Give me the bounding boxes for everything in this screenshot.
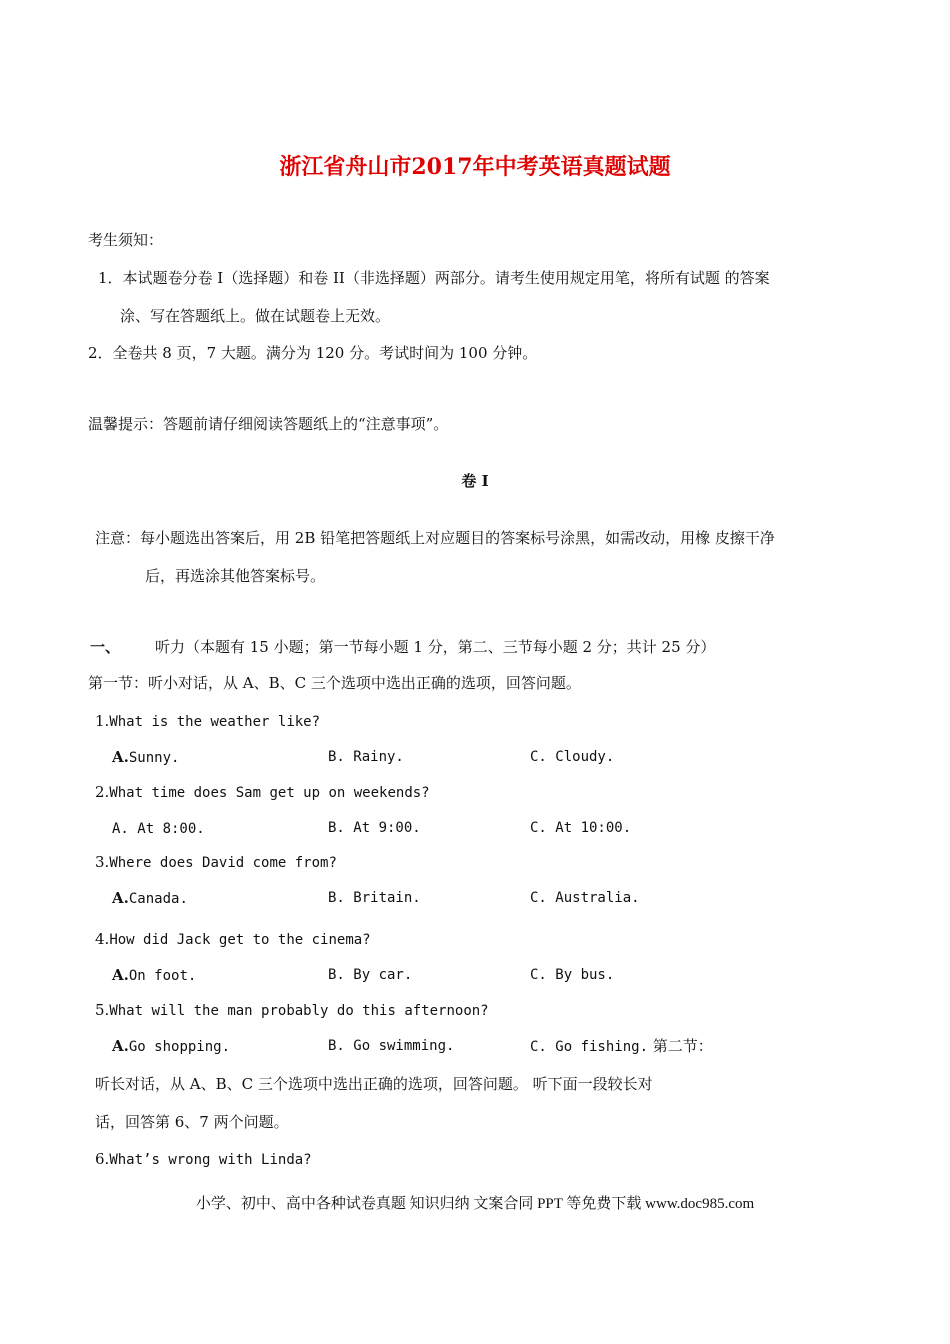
option-c: C. Australia.: [530, 890, 640, 906]
option-b: B. By car.: [328, 967, 413, 983]
option-a: A. At 8:00.: [112, 821, 205, 837]
part1-instruction: 第一节：听小对话，从 A、B、C 三个选项中选出正确的选项，回答问题。: [88, 674, 581, 692]
option-c: C. Cloudy.: [530, 749, 615, 765]
notice-item-2: 2．全卷共 8 页，7 大题。满分为 120 分。考试时间为 100 分钟。: [88, 344, 538, 362]
question-number: 2.: [95, 783, 110, 801]
option-c: C. At 10:00.: [530, 820, 632, 836]
question-3: [95, 852, 337, 873]
question-number: 5.: [95, 1001, 110, 1019]
question-number: 6.: [95, 1150, 110, 1168]
option-b: B. Britain.: [328, 890, 421, 906]
notice-item-1: 1．本试题卷分卷 I（选择题）和卷 II（非选择题）两部分。请考生使用规定用笔，将所有试题 的答案: [98, 269, 770, 287]
question-2: [95, 782, 430, 803]
option-a: A.On foot.: [112, 966, 197, 984]
notice-heading: 考生须知：: [88, 231, 164, 249]
question-number: 4.: [95, 930, 110, 948]
option-c: C. By bus.: [530, 967, 615, 983]
section-number: 一、: [90, 638, 121, 656]
option-b: B. At 9:00.: [328, 820, 421, 836]
attention-line-1: 注意：每小题选出答案后，用 2B 铅笔把答题纸上对应题目的答案标号涂黑，如需改动，用橡 皮擦干净: [95, 529, 775, 547]
question-5: [95, 1000, 489, 1021]
tip-text: 温馨提示：答题前请仔细阅读答题纸上的“注意事项”。: [88, 415, 449, 433]
option-a: A.Canada.: [112, 889, 188, 907]
question-6: [95, 1149, 312, 1170]
page-footer: 小学、初中、高中各种试卷真题 知识归纳 文案合同 PPT 等免费下载 www.doc985.com: [195, 1196, 755, 1212]
page-title: 浙江省舟山市2017年中考英语真题试题: [279, 154, 671, 180]
volume-title: 卷 I: [461, 472, 489, 490]
question-text: How did Jack get to the cinema?: [109, 932, 371, 948]
option-b: B. Go swimming.: [328, 1038, 455, 1054]
question-text: Where does David come from?: [109, 855, 337, 871]
question-text: What is the weather like?: [109, 714, 321, 730]
part2-label: 第二节：: [652, 1037, 713, 1055]
option-b: B. Rainy.: [328, 749, 404, 765]
part2-instruction-1: 听长对话，从 A、B、C 三个选项中选出正确的选项，回答问题。 听下面一段较长对: [95, 1075, 653, 1093]
notice-item-1-cont: 涂、写在答题纸上。做在试题卷上无效。: [120, 307, 391, 325]
option-a: A.Go shopping.: [112, 1037, 231, 1055]
option-a: A.Sunny.: [112, 748, 180, 766]
section-heading: 听力（本题有 15 小题；第一节每小题 1 分，第二、三节每小题 2 分；共计 25 分）: [155, 638, 716, 656]
question-text: What time does Sam get up on weekends?: [109, 785, 430, 801]
question-4: [95, 929, 371, 950]
question-text: What will the man probably do this afternoon?: [109, 1003, 489, 1019]
question-number: 3.: [95, 853, 110, 871]
part2-instruction-2: 话，回答第 6、7 两个问题。: [95, 1113, 289, 1131]
question-text: What’s wrong with Linda?: [109, 1152, 312, 1168]
question-1: [95, 711, 320, 732]
option-c: C. Go fishing. 第二节：: [530, 1037, 713, 1055]
attention-line-2: 后，再选涂其他答案标号。: [145, 567, 326, 585]
question-number: 1.: [95, 712, 110, 730]
